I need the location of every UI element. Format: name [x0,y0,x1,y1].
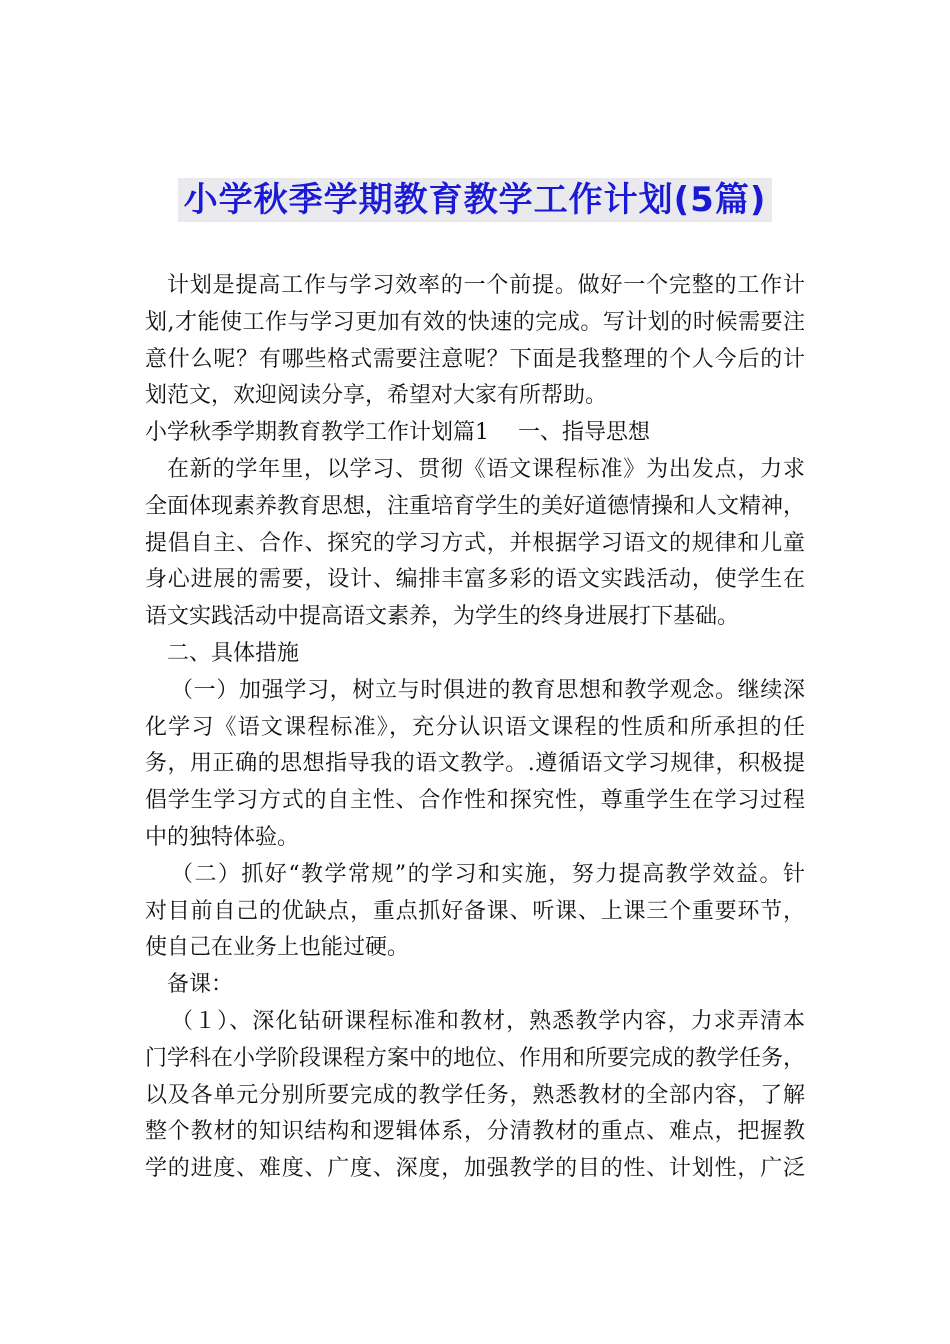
paragraph-line: 门学科在小学阶段课程方案中的地位、作用和所要完成的教学任务， [145,1045,805,1071]
paragraph-line: 语文实践活动中提高语文素养，为学生的终身进展打下基础。 [145,604,740,630]
paragraph-line: 以及各单元分别所要完成的教学任务，熟悉教材的全部内容，了解 [145,1082,805,1108]
paragraph-line: 意什么呢？有哪些格式需要注意呢？下面是我整理的个人今后的计 [145,346,805,372]
document-title: 小学秋季学期教育教学工作计划(5篇) [178,178,773,222]
paragraph-line: 中的独特体验。 [145,824,300,850]
paragraph-line: 整个教材的知识结构和逻辑体系，分清教材的重点、难点，把握教 [145,1119,805,1145]
paragraph-line: （二）抓好“教学常规”的学习和实施，努力提高教学效益。针 [171,861,805,887]
paragraph-line: 划范文，欢迎阅读分享，希望对大家有所帮助。 [145,383,608,409]
paragraph-line: （１）、深化钻研课程标准和教材，熟悉教学内容，力求弄清本 [171,1008,805,1034]
paragraph-line: 在新的学年里，以学习、贯彻《语文课程标准》为出发点，力求 [167,456,805,482]
document-body [145,268,805,1188]
paragraph-line: 使自己在业务上也能过硬。 [145,935,410,961]
section-heading-line: 备课： [167,972,234,998]
paragraph-line: 全面体现素养教育思想，注重培育学生的美好道德情操和人文精神， [145,493,805,519]
paragraph-line: 计划是提高工作与学习效率的一个前提。做好一个完整的工作计 [167,273,805,298]
paragraph-line: 身心进展的需要，设计、编排丰富多彩的语文实践活动，使学生在 [145,567,805,593]
section-heading-line: 二、具体措施 [167,640,300,666]
paragraph-line: 划,才能使工作与学习更加有效的快速的完成。写计划的时候需要注 [145,309,805,335]
paragraph-line: 对目前自己的优缺点，重点抓好备课、听课、上课三个重要环节， [145,898,805,924]
paragraph-line: 学的进度、难度、广度、深度，加强教学的目的性、计划性，广泛 [145,1156,805,1182]
paragraph-line: 化学习《语文课程标准》，充分认识语文课程的性质和所承担的任 [145,714,805,740]
paragraph-line: 提倡自主、合作、探究的学习方式，并根据学习语文的规律和儿童 [145,530,805,556]
paragraph-line: 倡学生学习方式的自主性、合作性和探究性，尊重学生在学习过程 [145,788,805,814]
paragraph-line: （一）加强学习，树立与时俱进的教育思想和教学观念。继续深 [171,677,805,703]
paragraph-line: 务，用正确的思想指导我的语文教学。.遵循语文学习规律，积极提 [145,751,805,777]
title-container [0,178,950,222]
section-heading-line: 小学秋季学期教育教学工作计划篇1 一、指导思想 [145,420,650,446]
